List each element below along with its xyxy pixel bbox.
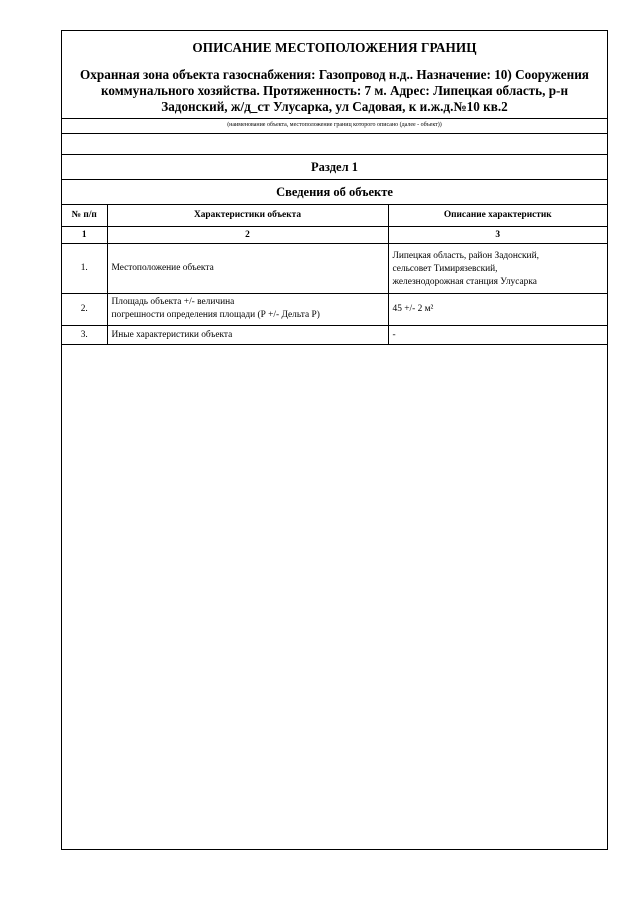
document-frame: [61, 30, 608, 850]
row-value: [388, 243, 607, 293]
value-line: сельсовет Тимирязевский,: [392, 263, 498, 274]
row-index: 1.: [62, 243, 107, 293]
row-characteristic: Иные характеристики объекта: [107, 325, 388, 344]
row-characteristic: [107, 293, 388, 325]
characteristic-line: погрешности определения площади (Р +/- Дельта Р): [111, 310, 320, 320]
blank-row: [62, 134, 607, 155]
table-row: [62, 293, 607, 325]
section-title: Раздел 1: [62, 155, 607, 180]
column-number: 2: [107, 226, 388, 243]
object-properties-table: [62, 205, 607, 345]
characteristic-line: Площадь объекта +/- величина: [111, 297, 235, 307]
header-description: Описание характеристик: [388, 205, 607, 226]
table-row: [62, 325, 607, 344]
object-name: Охранная зона объекта газоснабжения: Газопровод н.д.. Назначение: 10) Сооружения коммунального хозяйства. Протяженность: 7 м. Адрес: Липецкая область, р-н Задонский, ж/д_ст Улусарка, ул Садовая, к и.ж.д.№10 кв.2: [80, 67, 589, 114]
row-index: 3.: [62, 325, 107, 344]
header-index: № п/п: [62, 205, 107, 226]
row-value: 45 +/- 2 м²: [388, 293, 607, 325]
table-row: [62, 243, 607, 293]
subsection-title: Сведения об объекте: [62, 180, 607, 205]
column-number: 3: [388, 226, 607, 243]
document-title: ОПИСАНИЕ МЕСТОПОЛОЖЕНИЯ ГРАНИЦ: [192, 40, 477, 55]
row-index: 2.: [62, 293, 107, 325]
object-caption: (наименование объекта, местоположение границ которого описано (далее - объект)): [62, 119, 607, 134]
row-value: -: [388, 325, 607, 344]
table-header-row: [62, 205, 607, 226]
value-line: Липецкая область, район Задонский,: [392, 250, 539, 261]
table-numbering-row: [62, 226, 607, 243]
column-number: 1: [62, 226, 107, 243]
header-characteristic: Характеристики объекта: [107, 205, 388, 226]
value-line: железнодорожная станция Улусарка: [392, 276, 537, 287]
title-block: [62, 31, 607, 119]
row-characteristic: Местоположение объекта: [107, 243, 388, 293]
